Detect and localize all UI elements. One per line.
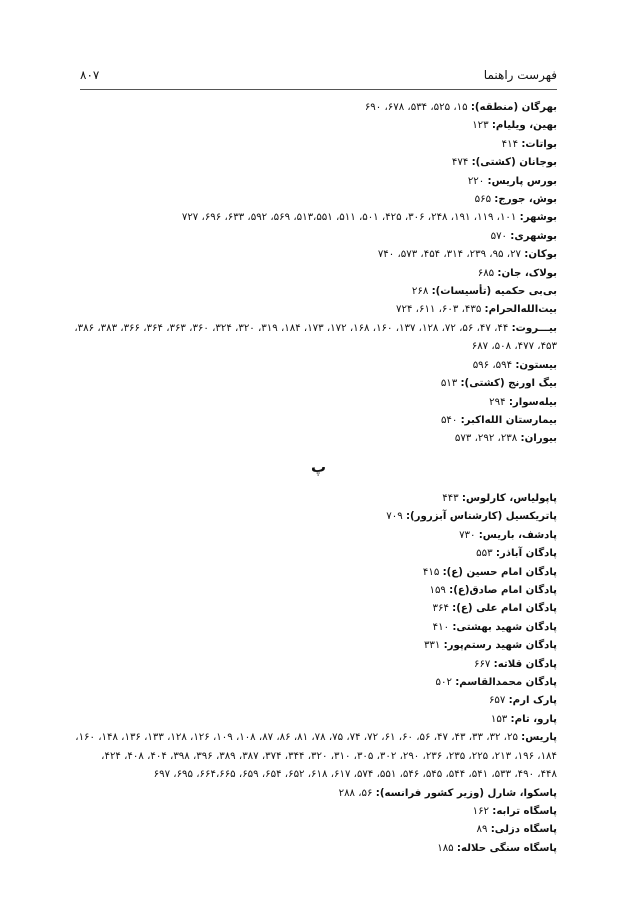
index-pages: ۱۸۵ <box>437 842 454 854</box>
index-pages: ۱۵۹ <box>429 585 446 597</box>
index-entry <box>75 729 557 747</box>
index-term: پاتریکسیل (کارشناس آبزرور): <box>405 511 557 523</box>
index-pages: ۶۸۵ <box>477 267 495 279</box>
index-entry <box>80 191 557 209</box>
index-entry <box>80 136 557 154</box>
index-pages: ۴۴۳ <box>442 493 459 504</box>
index-term: بیـــروت: <box>511 322 557 334</box>
index-entry <box>80 228 557 246</box>
index-term: بیگ اورنج (کشتی): <box>460 378 557 390</box>
index-entry-continuation <box>80 748 557 766</box>
index-entry <box>80 674 557 692</box>
index-pages: ۴۴، ۴۷، ۵۶، ۷۲، ۱۲۸، ۱۳۷، ۱۶۰، ۱۶۸، ۱۷۲، ۱۷۳، ۱۸۴، ۳۱۹، ۳۲۰، ۳۲۴، ۳۶۰، ۳۶۳، ۳۶۴، ۳۶۶، ۳۸۳، ۳۸۶، <box>74 322 509 334</box>
index-pages: ۱۰۱، ۱۱۹، ۱۹۱، ۲۴۸، ۳۰۶، ۴۲۵، ۵۰۱، ۵۱۱، ۵۱۳،۵۵۱، ۵۶۹، ۵۹۲، ۶۳۳، ۶۹۶، ۷۲۷ <box>181 212 517 224</box>
index-pages: ۴۵۳، ۴۷۷، ۵۰۸، ۶۸۷ <box>471 341 557 353</box>
index-pages: ۲۷، ۹۵، ۲۳۹، ۳۱۴، ۴۵۴، ۵۷۳، ۷۴۰ <box>377 249 522 261</box>
index-pages: ۴۱۵ <box>422 566 440 578</box>
index-entry <box>80 430 557 448</box>
index-pages: ۷۰۹ <box>386 511 403 523</box>
index-term: پادگان شهید رستم‌پور: <box>443 640 557 652</box>
index-entry <box>80 564 557 582</box>
index-entry <box>80 394 557 412</box>
index-term: پادگان امام حسین (ع): <box>442 566 557 578</box>
index-entry <box>80 711 557 729</box>
index-pages: ۶۵۷ <box>488 695 506 707</box>
index-term: پارک ارم: <box>508 695 557 707</box>
index-term: بیت‌الله‌الحرام: <box>484 304 557 316</box>
index-term: بیستون: <box>515 359 557 371</box>
index-entry-continuation <box>80 338 557 356</box>
index-pages: ۱۵۳ <box>490 713 508 725</box>
index-pages: ۴۱۰ <box>432 621 450 633</box>
index-pages: ۳۶۴ <box>432 603 449 615</box>
index-term: بوش، جورج: <box>494 194 557 206</box>
section-letter-heading: پ <box>310 458 327 476</box>
index-term: پاسگاه دزلی: <box>490 824 557 836</box>
index-term: پاپولیاس، کارلوس: <box>461 493 557 504</box>
index-entry <box>80 283 557 301</box>
index-term: پادشف، باریس: <box>478 529 557 541</box>
index-entry <box>80 600 557 618</box>
index-term: پاسگاه ترابه: <box>492 805 557 817</box>
index-term: بی‌بی حکمیه (تأسیسات): <box>431 286 557 298</box>
index-term: بواتات: <box>521 138 557 150</box>
index-term: بوکان: <box>524 249 557 261</box>
index-term: بوجانان (کشتی): <box>471 157 557 169</box>
index-term: بهین، ویلیام: <box>491 120 557 132</box>
index-term: پادگان محمدالقاسم: <box>455 677 557 689</box>
index-pages: ۴۴۸، ۴۹۰، ۵۳۳، ۵۴۱، ۵۴۴، ۵۴۵، ۵۴۶، ۵۵۱، ۵۷۴، ۶۱۷، ۶۱۸، ۶۵۲، ۶۵۴، ۶۵۹، ۶۶۴،۶۶۵، ۶۹۵، ۶۹۷ <box>153 769 557 781</box>
index-entry <box>80 173 557 191</box>
index-term: پادگان امام علی (ع): <box>452 603 557 615</box>
index-term: بیله‌سوار: <box>508 396 557 408</box>
index-entry <box>80 656 557 674</box>
index-term: پاسکوا، شارل (وزیر کشور فرانسه): <box>375 787 557 799</box>
index-entry <box>80 117 557 135</box>
index-pages: ۵۶۵ <box>474 194 492 206</box>
index-pages: ۲۹۴ <box>489 396 506 408</box>
index-entry <box>80 412 557 430</box>
index-pages: ۱۶۲ <box>472 805 490 817</box>
index-pages: ۵۱۳ <box>440 378 458 390</box>
running-header-title: فهرست راهنما <box>483 68 557 82</box>
index-term: بوشهری: <box>510 230 557 242</box>
index-pages: ۷۳۰ <box>459 529 476 541</box>
index-term: بیمارستان الله‌اکبر: <box>460 414 557 426</box>
index-entry <box>80 582 557 600</box>
index-entry <box>80 803 557 821</box>
index-entry <box>80 246 557 264</box>
index-pages: ۴۳۵، ۶۰۳، ۶۱۱، ۷۲۴ <box>396 304 482 316</box>
index-term: بوشهر: <box>519 212 557 224</box>
index-entry <box>80 375 557 393</box>
index-entry <box>80 821 557 839</box>
header-rule <box>80 89 557 90</box>
index-pages: ۱۸۴، ۱۹۶، ۲۱۳، ۲۲۵، ۲۳۵، ۲۳۶، ۲۹۰، ۳۰۲، ۳۰۵، ۳۱۰، ۳۲۰، ۳۴۴، ۳۷۴، ۳۸۷، ۳۸۹، ۳۹۶، ۳۹۸، ۴۰۴، ۴۰۸، ۴۲۴، <box>101 750 557 762</box>
index-entry <box>80 301 557 319</box>
index-entry-continuation <box>80 766 557 784</box>
index-term: بورس پاریس: <box>487 175 557 187</box>
index-pages: ۵۴۰ <box>440 414 458 426</box>
index-entry <box>80 99 557 117</box>
index-term: پاریس: <box>521 732 557 744</box>
index-section-b <box>74 99 557 449</box>
index-entry <box>80 154 557 172</box>
index-pages: ۱۲۳ <box>472 120 489 132</box>
index-pages: ۵۰۲ <box>435 677 452 689</box>
index-entry <box>80 508 557 526</box>
index-pages: ۵۶، ۲۸۸ <box>338 787 373 799</box>
index-term: پادگان شهید بهشتی: <box>452 621 557 633</box>
index-entry <box>80 619 557 637</box>
index-entry <box>80 545 557 563</box>
index-pages: ۴۱۴ <box>501 138 519 150</box>
index-pages: ۵۹۴، ۵۹۶ <box>472 359 513 371</box>
index-pages: ۳۳۱ <box>423 640 441 652</box>
index-pages: ۲۲۰ <box>467 175 485 187</box>
index-term: بهرگان (منطقه): <box>470 102 557 113</box>
index-entry <box>80 209 557 227</box>
index-term: بیوران: <box>520 433 557 445</box>
index-pages: ۵۷۰ <box>490 230 508 242</box>
index-pages: ۱۵، ۵۲۵، ۵۳۴، ۶۷۸، ۶۹۰ <box>364 102 468 113</box>
index-pages: ۴۷۴ <box>451 157 469 169</box>
index-entry <box>80 265 557 283</box>
index-pages: ۶۶۷ <box>473 658 491 670</box>
index-entry <box>80 357 557 375</box>
page-number: ۸۰۷ <box>80 68 100 82</box>
index-section-p <box>75 490 557 858</box>
index-entry <box>80 840 557 858</box>
index-pages: ۲۳۸، ۲۹۲، ۵۷۳ <box>454 433 518 445</box>
index-pages: ۲۶۸ <box>411 286 429 298</box>
index-term: پادگان آباذر: <box>495 548 557 560</box>
index-term: پاسگاه سنگی حلاله: <box>456 842 557 854</box>
index-term: پارو، تام: <box>510 713 557 725</box>
index-entry <box>80 692 557 710</box>
index-entry <box>80 785 557 803</box>
index-pages: ۲۵، ۳۲، ۳۳، ۴۳، ۴۷، ۵۶، ۶۰، ۶۱، ۷۲، ۷۴، ۷۵، ۷۸، ۸۱، ۸۶، ۸۷، ۱۰۸، ۱۰۹، ۱۲۶، ۱۲۸، ۱۳۳، ۱۳۶، ۱۴۸، ۱۶۰، <box>75 732 518 744</box>
index-term: بولاک، جان: <box>497 267 557 279</box>
index-term: پادگان قلاته: <box>493 658 557 670</box>
index-entry <box>74 320 557 338</box>
index-term: پادگان امام صادق(ع): <box>449 585 557 597</box>
index-pages: ۸۹ <box>476 824 488 836</box>
index-pages: ۵۵۳ <box>476 548 493 560</box>
index-entry <box>80 637 557 655</box>
index-entry <box>80 490 557 508</box>
index-entry <box>80 527 557 545</box>
